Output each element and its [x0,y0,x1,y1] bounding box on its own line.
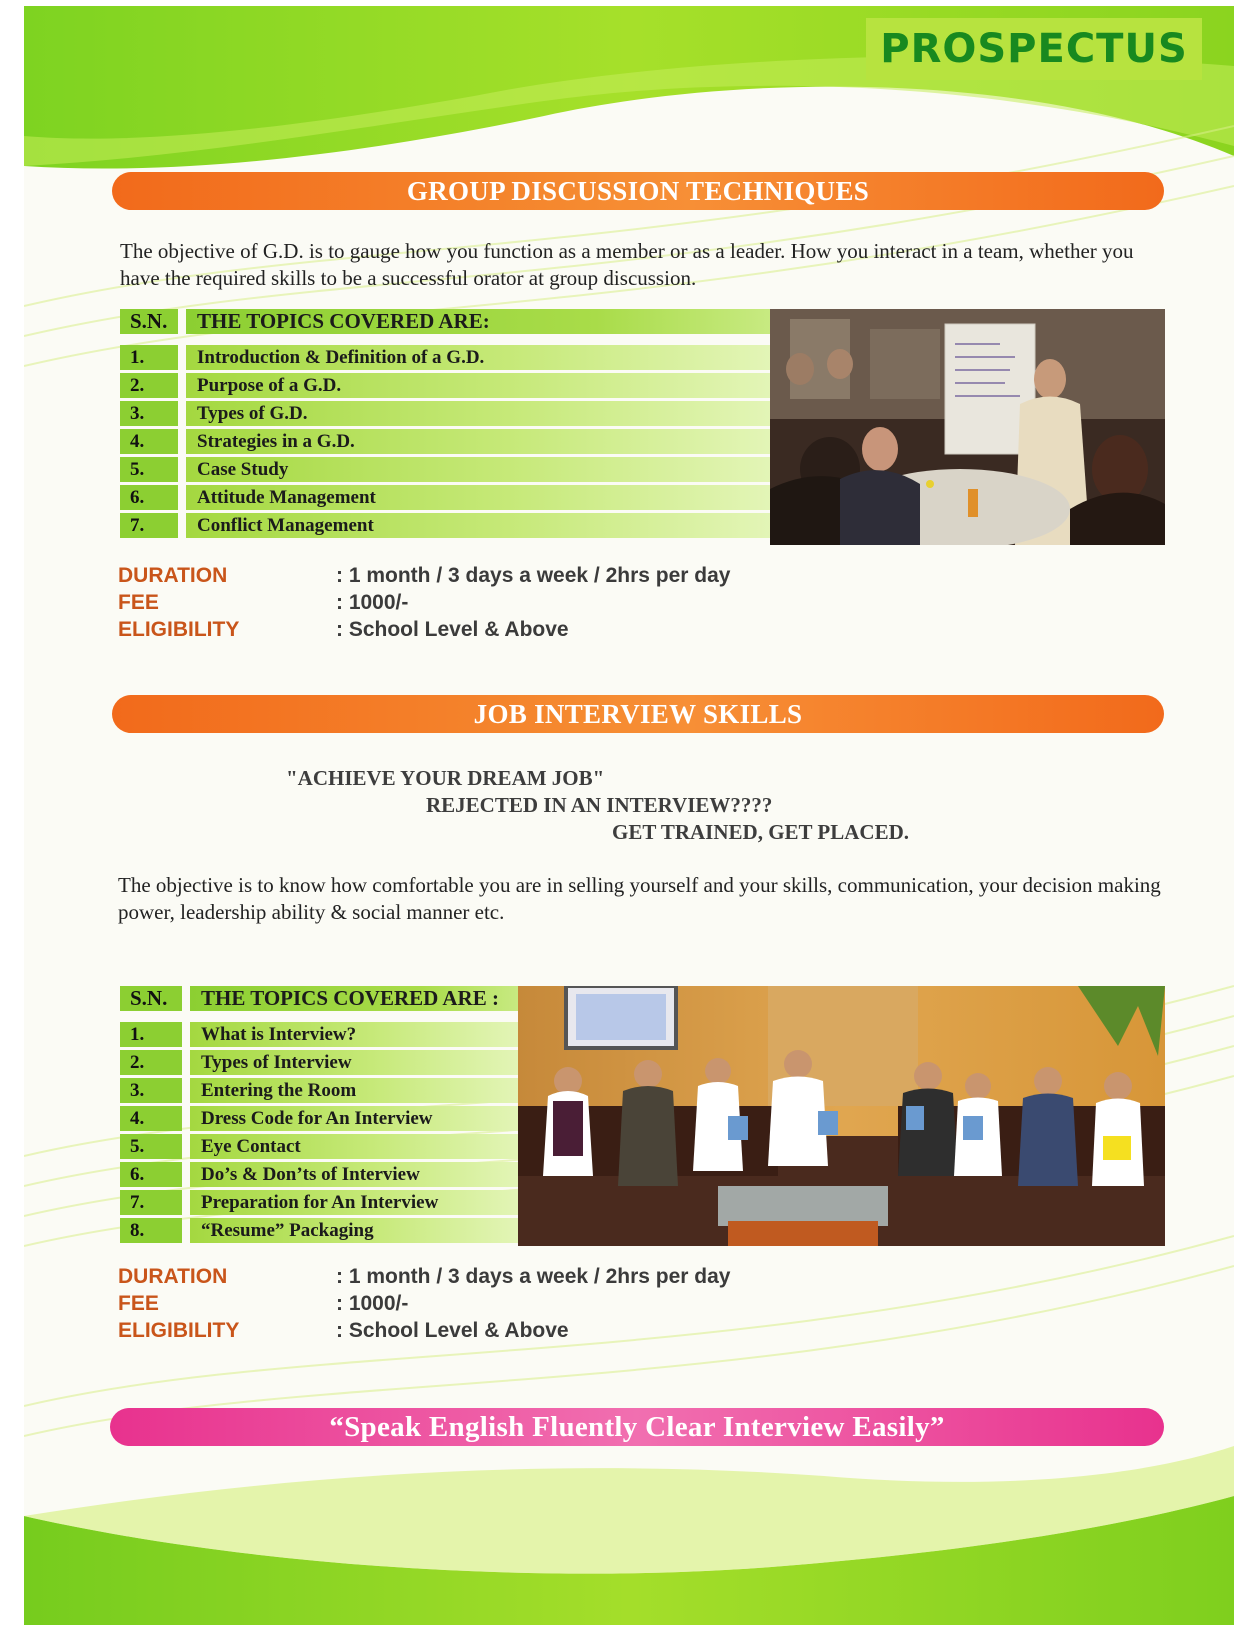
table-row [120,373,772,398]
fee-label: FEE [118,1292,159,1315]
table-row [120,429,772,454]
row-number: 3. [120,1078,182,1103]
row-number: 6. [120,1162,182,1187]
topics-header: THE TOPICS COVERED ARE : [190,986,520,1011]
row-topic: Dress Code for An Interview [190,1106,520,1131]
table-row [120,1134,520,1159]
row-number: 7. [120,1190,182,1215]
tagline-banner: “Speak English Fluently Clear Interview Easily” [110,1408,1164,1446]
row-number: 1. [120,1022,182,1047]
table-row [120,513,772,538]
fee-value: : 1000/- [336,591,409,614]
row-topic: Do’s & Don’ts of Interview [190,1162,520,1187]
sn-header: S.N. [120,309,178,334]
row-number: 5. [120,1134,182,1159]
eligibility-value: : School Level & Above [336,618,569,641]
interview-intro: The objective is to know how comfortable you are in selling yourself and your skills, communication, your decision making power, leadership ability & social manner etc. [118,873,1161,924]
slogan-line-1: "ACHIEVE YOUR DREAM JOB" [286,766,605,790]
row-number: 4. [120,1106,182,1131]
prospectus-badge: PROSPECTUS [866,18,1202,80]
table-row [120,1106,520,1131]
row-topic: “Resume” Packaging [190,1218,520,1243]
row-topic: Conflict Management [186,513,772,538]
slogan-line-2: REJECTED IN AN INTERVIEW???? [426,793,773,817]
interview-title-banner: JOB INTERVIEW SKILLS [112,695,1164,733]
prospectus-page [24,6,1234,1625]
fee-value: : 1000/- [336,1292,409,1315]
row-topic: Purpose of a G.D. [186,373,772,398]
row-number: 1. [120,345,178,370]
duration-value: : 1 month / 3 days a week / 2hrs per day [336,1265,731,1288]
table-header-row [120,309,772,334]
row-number: 5. [120,457,178,482]
eligibility-label: ELIGIBILITY [118,1319,240,1342]
row-number: 2. [120,1050,182,1075]
table-row [120,1162,520,1187]
topics-header: THE TOPICS COVERED ARE: [186,309,772,334]
row-topic: Types of G.D. [186,401,772,426]
eligibility-value: : School Level & Above [336,1319,569,1342]
row-topic: Attitude Management [186,485,772,510]
interview-details [118,1263,918,1347]
row-number: 6. [120,485,178,510]
sn-header: S.N. [120,986,182,1011]
table-row [120,401,772,426]
row-topic: Strategies in a G.D. [186,429,772,454]
gd-title-banner: GROUP DISCUSSION TECHNIQUES [112,172,1164,210]
table-row [120,1078,520,1103]
table-header-row [120,986,520,1011]
row-topic: Introduction & Definition of a G.D. [186,345,772,370]
row-number: 8. [120,1218,182,1243]
duration-value: : 1 month / 3 days a week / 2hrs per day [336,564,731,587]
table-row [120,457,772,482]
row-topic: Case Study [186,457,772,482]
duration-label: DURATION [118,1265,228,1288]
interview-candidates-photo [518,986,1165,1246]
row-number: 3. [120,401,178,426]
row-topic: Types of Interview [190,1050,520,1075]
table-row [120,1218,520,1243]
duration-label: DURATION [118,564,228,587]
slogan-line-3: GET TRAINED, GET PLACED. [612,820,909,844]
table-row [120,1190,520,1215]
fee-label: FEE [118,591,159,614]
eligibility-label: ELIGIBILITY [118,618,240,641]
table-row [120,485,772,510]
row-topic: Preparation for An Interview [190,1190,520,1215]
row-topic: Eye Contact [190,1134,520,1159]
table-row [120,1022,520,1047]
row-number: 7. [120,513,178,538]
row-number: 4. [120,429,178,454]
gd-intro: The objective of G.D. is to gauge how you function as a member or as a leader. How you interact in a team, whether you have the required skills to be a successful orator at group discussion. [120,239,1134,290]
row-topic: Entering the Room [190,1078,520,1103]
table-row [120,1050,520,1075]
group-discussion-photo [770,309,1165,545]
row-topic: What is Interview? [190,1022,520,1047]
row-number: 2. [120,373,178,398]
table-row [120,345,772,370]
gd-details [118,562,918,646]
